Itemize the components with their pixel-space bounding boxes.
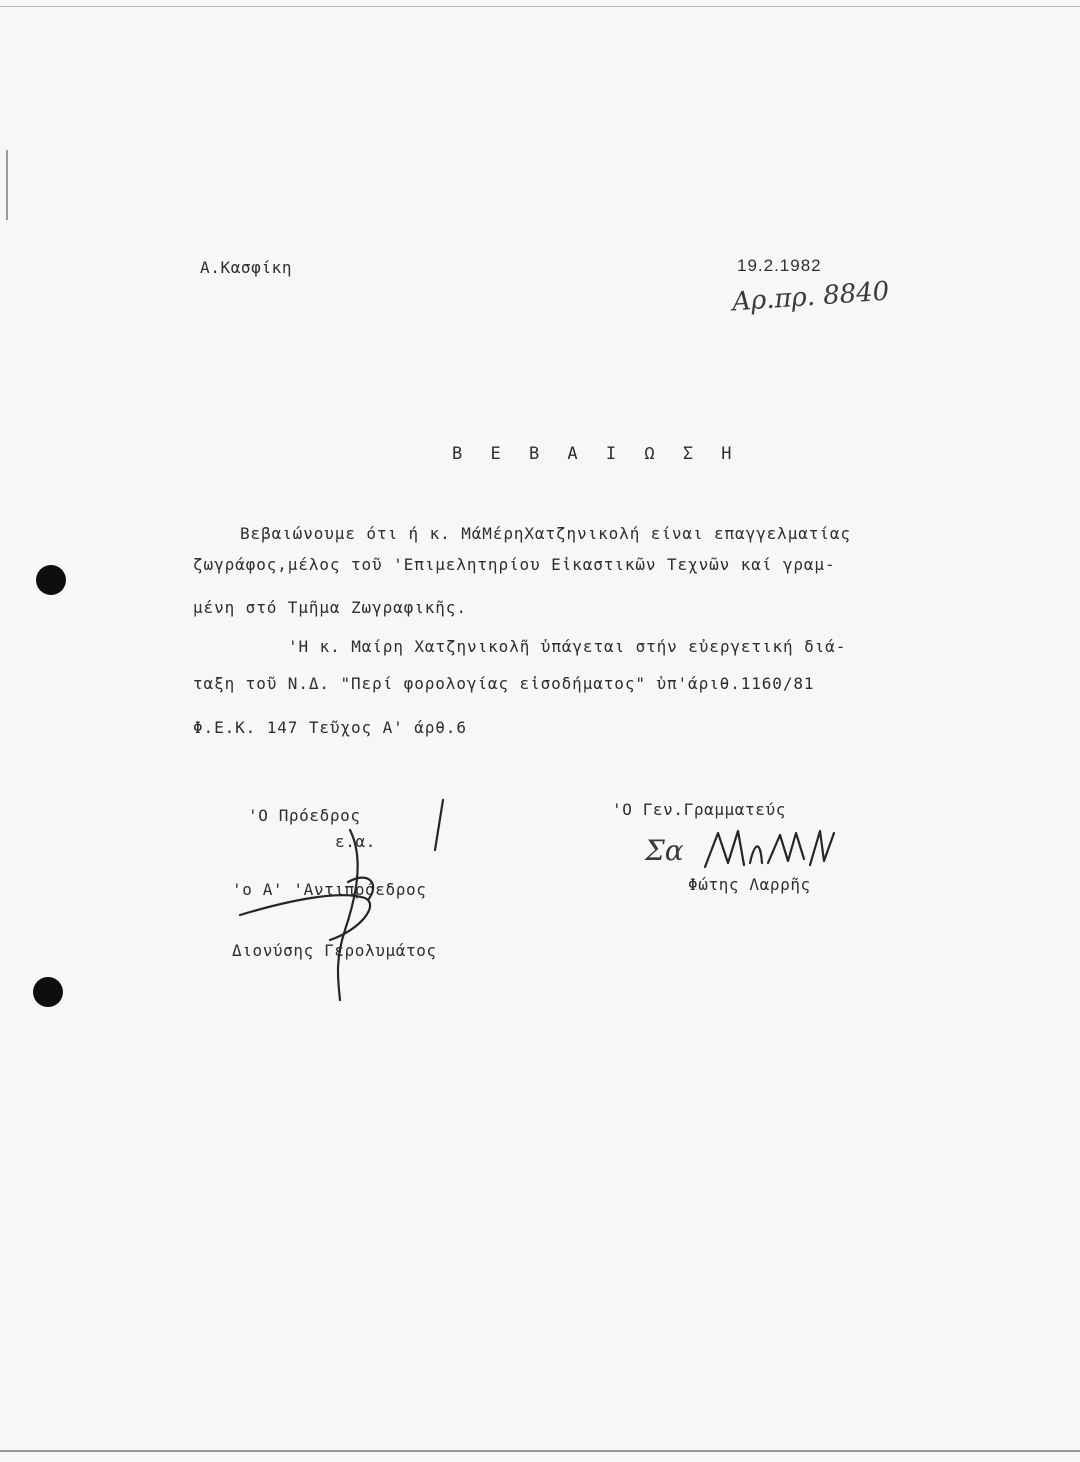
page-bottom-edge [0, 1450, 1080, 1452]
punch-hole-icon [33, 977, 63, 1007]
sender-initials: Α.Κασφίκη [200, 258, 293, 277]
body-line: ζωγράφος,μέλος τοῦ 'Επιμελητηρίου Εἰκαστικῶν Τεχνῶν καί γραμ- [193, 555, 836, 574]
protocol-number-handwritten: Αρ.πρ. 8840 [731, 276, 891, 318]
body-line: ταξη τοῦ Ν.Δ. "Περί φορολογίας εἰσοδήματος" ὑπ'άριθ.1160/81 [193, 674, 815, 693]
right-handwritten-signature [700, 825, 850, 875]
document-title: Β Ε Β Α Ι Ω Σ Η [452, 444, 741, 464]
body-line: 'Η κ. Μαίρη Χατζηνικολῆ ὑπάγεται στήν εὐεργετική διά- [288, 637, 847, 656]
left-signatory-name: Διονύσης Γερολυμάτος [232, 941, 437, 960]
right-signatory-name: Φώτης Λαρρῆς [688, 875, 811, 894]
left-signatory-role: 'Ο Πρόεδρος [248, 806, 361, 825]
page-left-edge [6, 150, 8, 220]
left-handwritten-signature [230, 790, 470, 1010]
page-top-edge [0, 6, 1080, 7]
right-signature-prefix: Σα [645, 834, 684, 867]
document-date: 19.2.1982 [737, 256, 822, 275]
left-signatory-on-behalf: ε.α. [335, 832, 376, 851]
body-line: μένη στό Τμῆμα Ζωγραφικῆς. [193, 598, 467, 617]
body-line: Φ.Ε.Κ. 147 Τεῦχος Α' άρθ.6 [193, 718, 467, 737]
left-deputy-role: 'ο Α' 'Αντιπρόεδρος [232, 880, 427, 899]
body-line: Βεβαιώνουμε ότι ή κ. ΜάΜέρηΧατζηνικολή είναι επαγγελματίας [240, 524, 851, 543]
punch-hole-icon [36, 565, 66, 595]
right-signatory-role: 'Ο Γεν.Γραμματεύς [612, 800, 786, 819]
